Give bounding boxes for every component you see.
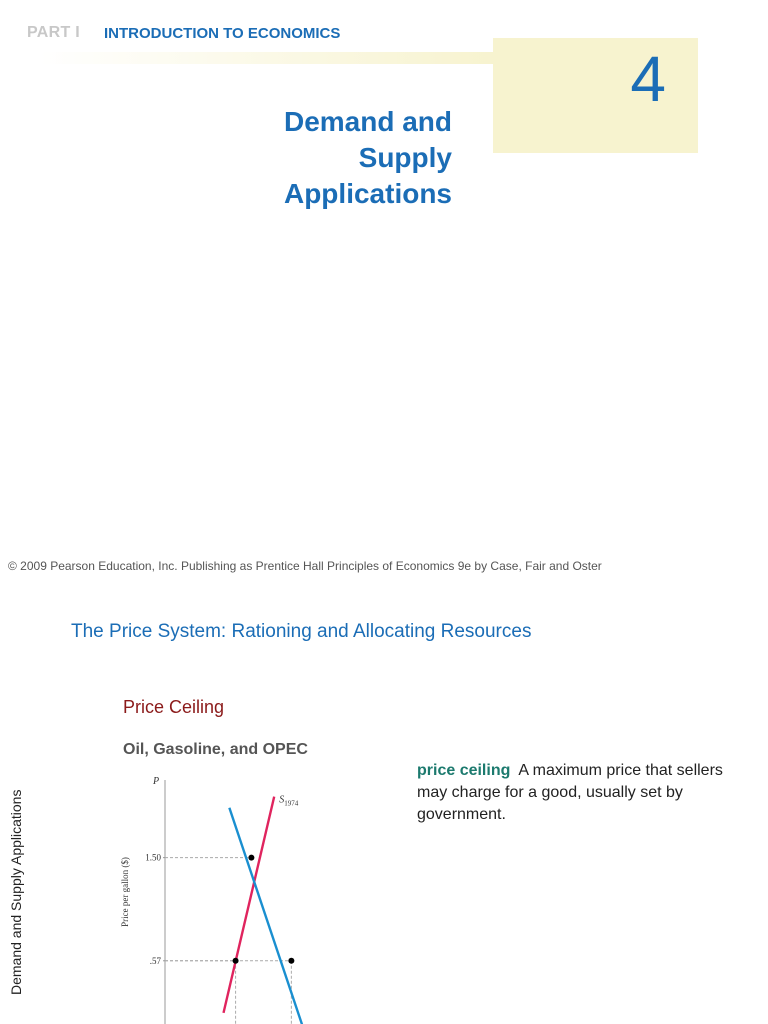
chapter-title — [284, 104, 452, 212]
supply-label-name: S — [279, 794, 285, 806]
chapter-title-line: Applications — [283, 178, 452, 209]
data-point — [248, 855, 254, 861]
definition-term: price ceiling — [417, 762, 511, 779]
chapter-title-line: Demand and — [283, 106, 452, 137]
slide-title: The Price System: Rationing and Allocating Resources — [71, 621, 532, 642]
supply-label-subscript: 1974 — [284, 799, 299, 808]
part-title: INTRODUCTION TO ECONOMICS — [104, 25, 341, 42]
definition-box — [417, 760, 737, 826]
chapter-title-line: Supply — [358, 142, 452, 173]
header-rule — [40, 52, 495, 64]
y-tick-label: .57 — [149, 955, 161, 966]
y-axis-symbol: P — [153, 776, 160, 787]
series-lines — [224, 794, 310, 1024]
figure-title: Oil, Gasoline, and OPEC — [123, 741, 308, 758]
demand-curve — [229, 808, 309, 1024]
copyright-notice: © 2009 Pearson Education, Inc. Publishing as Prentice Hall Principles of Economics 9e by Case, Fair and Oster — [8, 559, 602, 573]
side-label: Demand and Supply Applications — [8, 789, 24, 995]
price-ceiling-chart — [110, 770, 370, 1024]
definition-text: A maximum price that sellers may charge for a good, usually set by government. — [417, 762, 723, 823]
chapter-number: 4 — [630, 43, 666, 115]
part-label: PART I — [27, 24, 81, 41]
y-ticks — [145, 853, 291, 1024]
supply-curve — [224, 797, 275, 1013]
y-axis-label: Price per gallon ($) — [120, 857, 130, 927]
supply-label — [279, 795, 299, 808]
data-point — [233, 958, 239, 964]
chapter-box — [493, 38, 698, 153]
y-tick-label: 1.50 — [145, 852, 161, 863]
subtopic-heading: Price Ceiling — [123, 697, 225, 717]
data-point — [288, 958, 294, 964]
